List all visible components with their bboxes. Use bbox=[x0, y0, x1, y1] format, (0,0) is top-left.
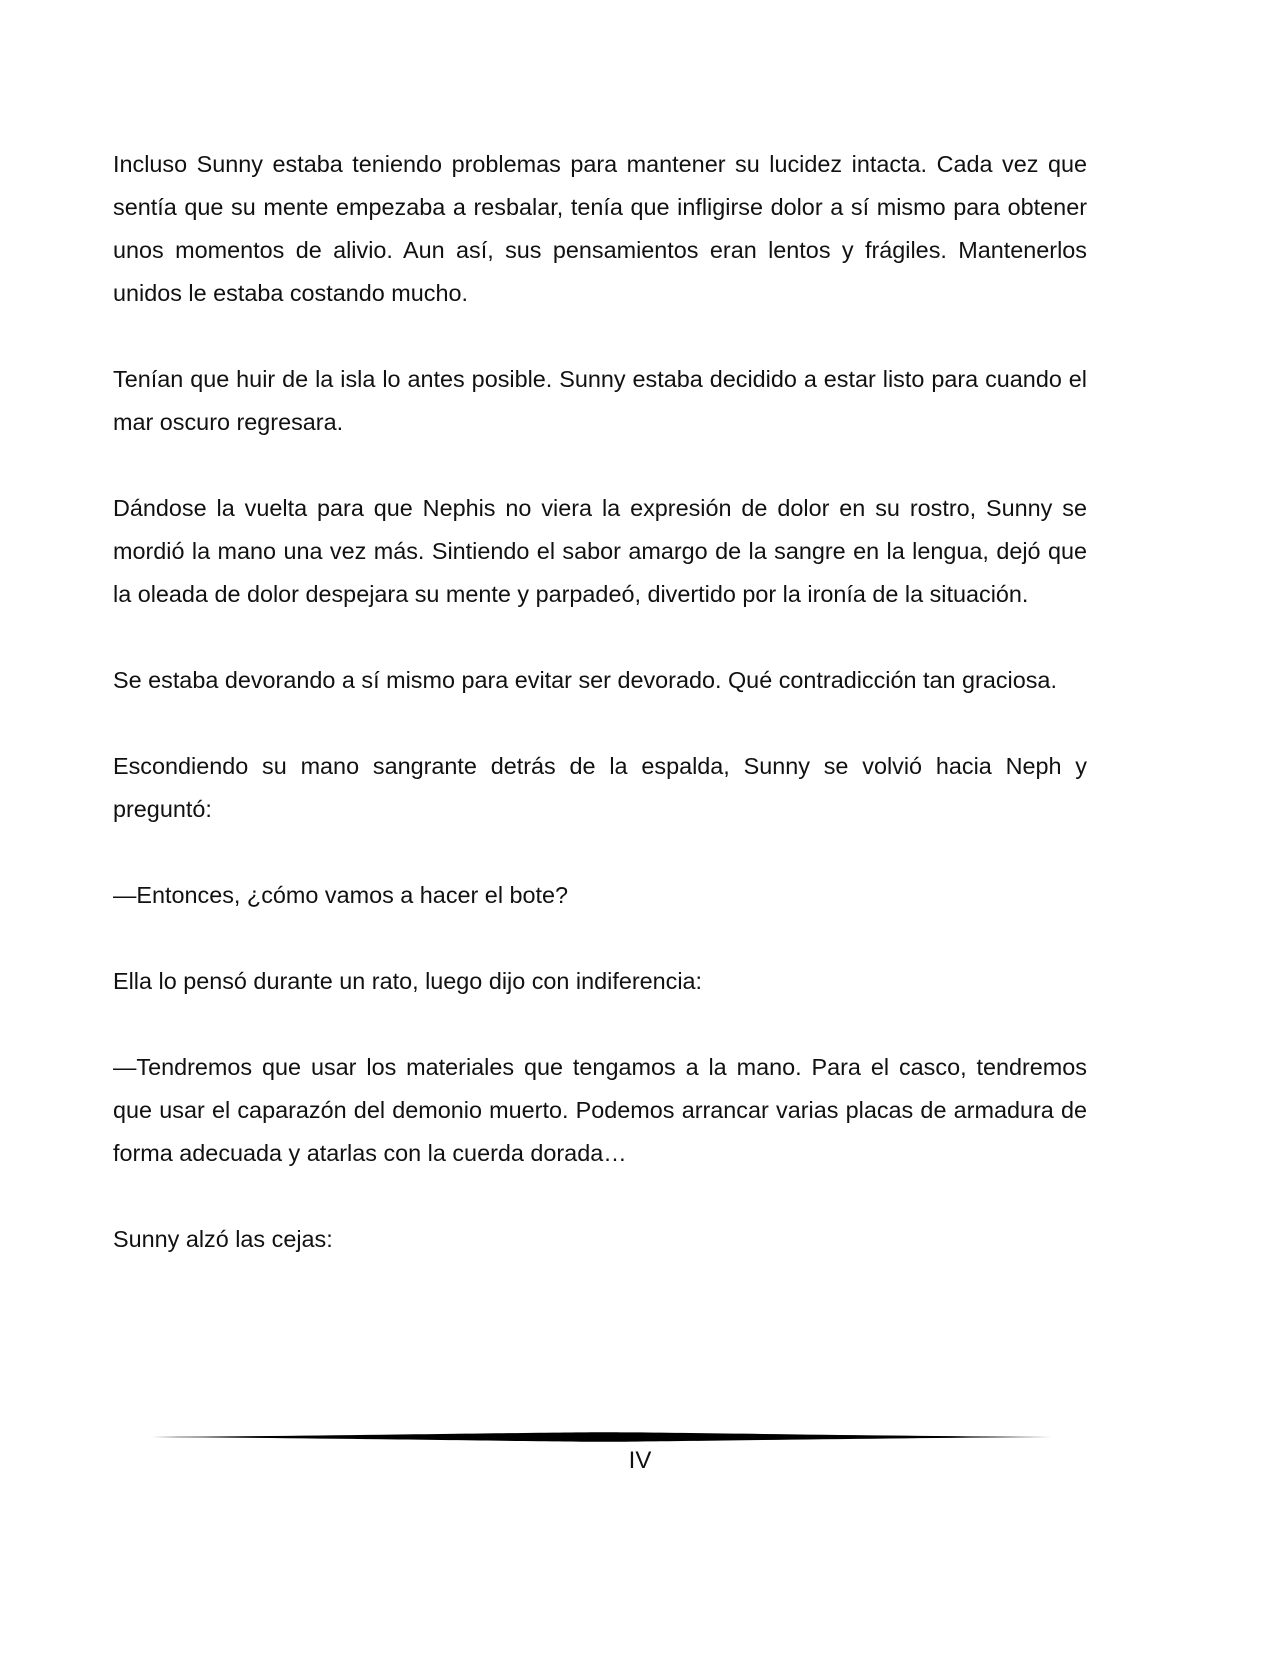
paragraph: —Entonces, ¿cómo vamos a hacer el bote? bbox=[113, 882, 569, 908]
page-body bbox=[113, 143, 1087, 1304]
paragraph: Incluso Sunny estaba teniendo problemas para mantener su lucidez intacta. Cada vez que sentía que su mente empezaba a resbalar, tenía que infligirse dolor a sí mismo para obtener unos momentos de alivio. Aun así, sus pensamientos eran lentos y frágiles. Mantenerlos unidos le estaba costando mucho. bbox=[113, 151, 1087, 306]
paragraph: Tenían que huir de la isla lo antes posible. Sunny estaba decidido a estar listo para cuando el mar oscuro regresara. bbox=[113, 366, 1087, 435]
footer-divider bbox=[152, 1431, 1052, 1443]
page-number: IV bbox=[628, 1447, 652, 1474]
paragraph: Dándose la vuelta para que Nephis no viera la expresión de dolor en su rostro, Sunny se mordió la mano una vez más. Sintiendo el sabor amargo de la sangre en la lengua, dejó que la oleada de dolor despejara su mente y parpadeó, divertido por la ironía de la situación. bbox=[113, 495, 1087, 607]
footer-divider-stroke bbox=[152, 1432, 1052, 1442]
paragraph: Ella lo pensó durante un rato, luego dijo con indiferencia: bbox=[113, 968, 703, 994]
paragraph: Escondiendo su mano sangrante detrás de la espalda, Sunny se volvió hacia Neph y preguntó: bbox=[113, 753, 1087, 822]
paragraph: Se estaba devorando a sí mismo para evitar ser devorado. Qué contradicción tan graciosa. bbox=[113, 667, 1057, 693]
paragraph: —Tendremos que usar los materiales que tengamos a la mano. Para el casco, tendremos que usar el caparazón del demonio muerto. Podemos arrancar varias placas de armadura de forma adecuada y atarlas con la cuerda dorada… bbox=[113, 1054, 1087, 1166]
paragraph: Sunny alzó las cejas: bbox=[113, 1226, 333, 1252]
